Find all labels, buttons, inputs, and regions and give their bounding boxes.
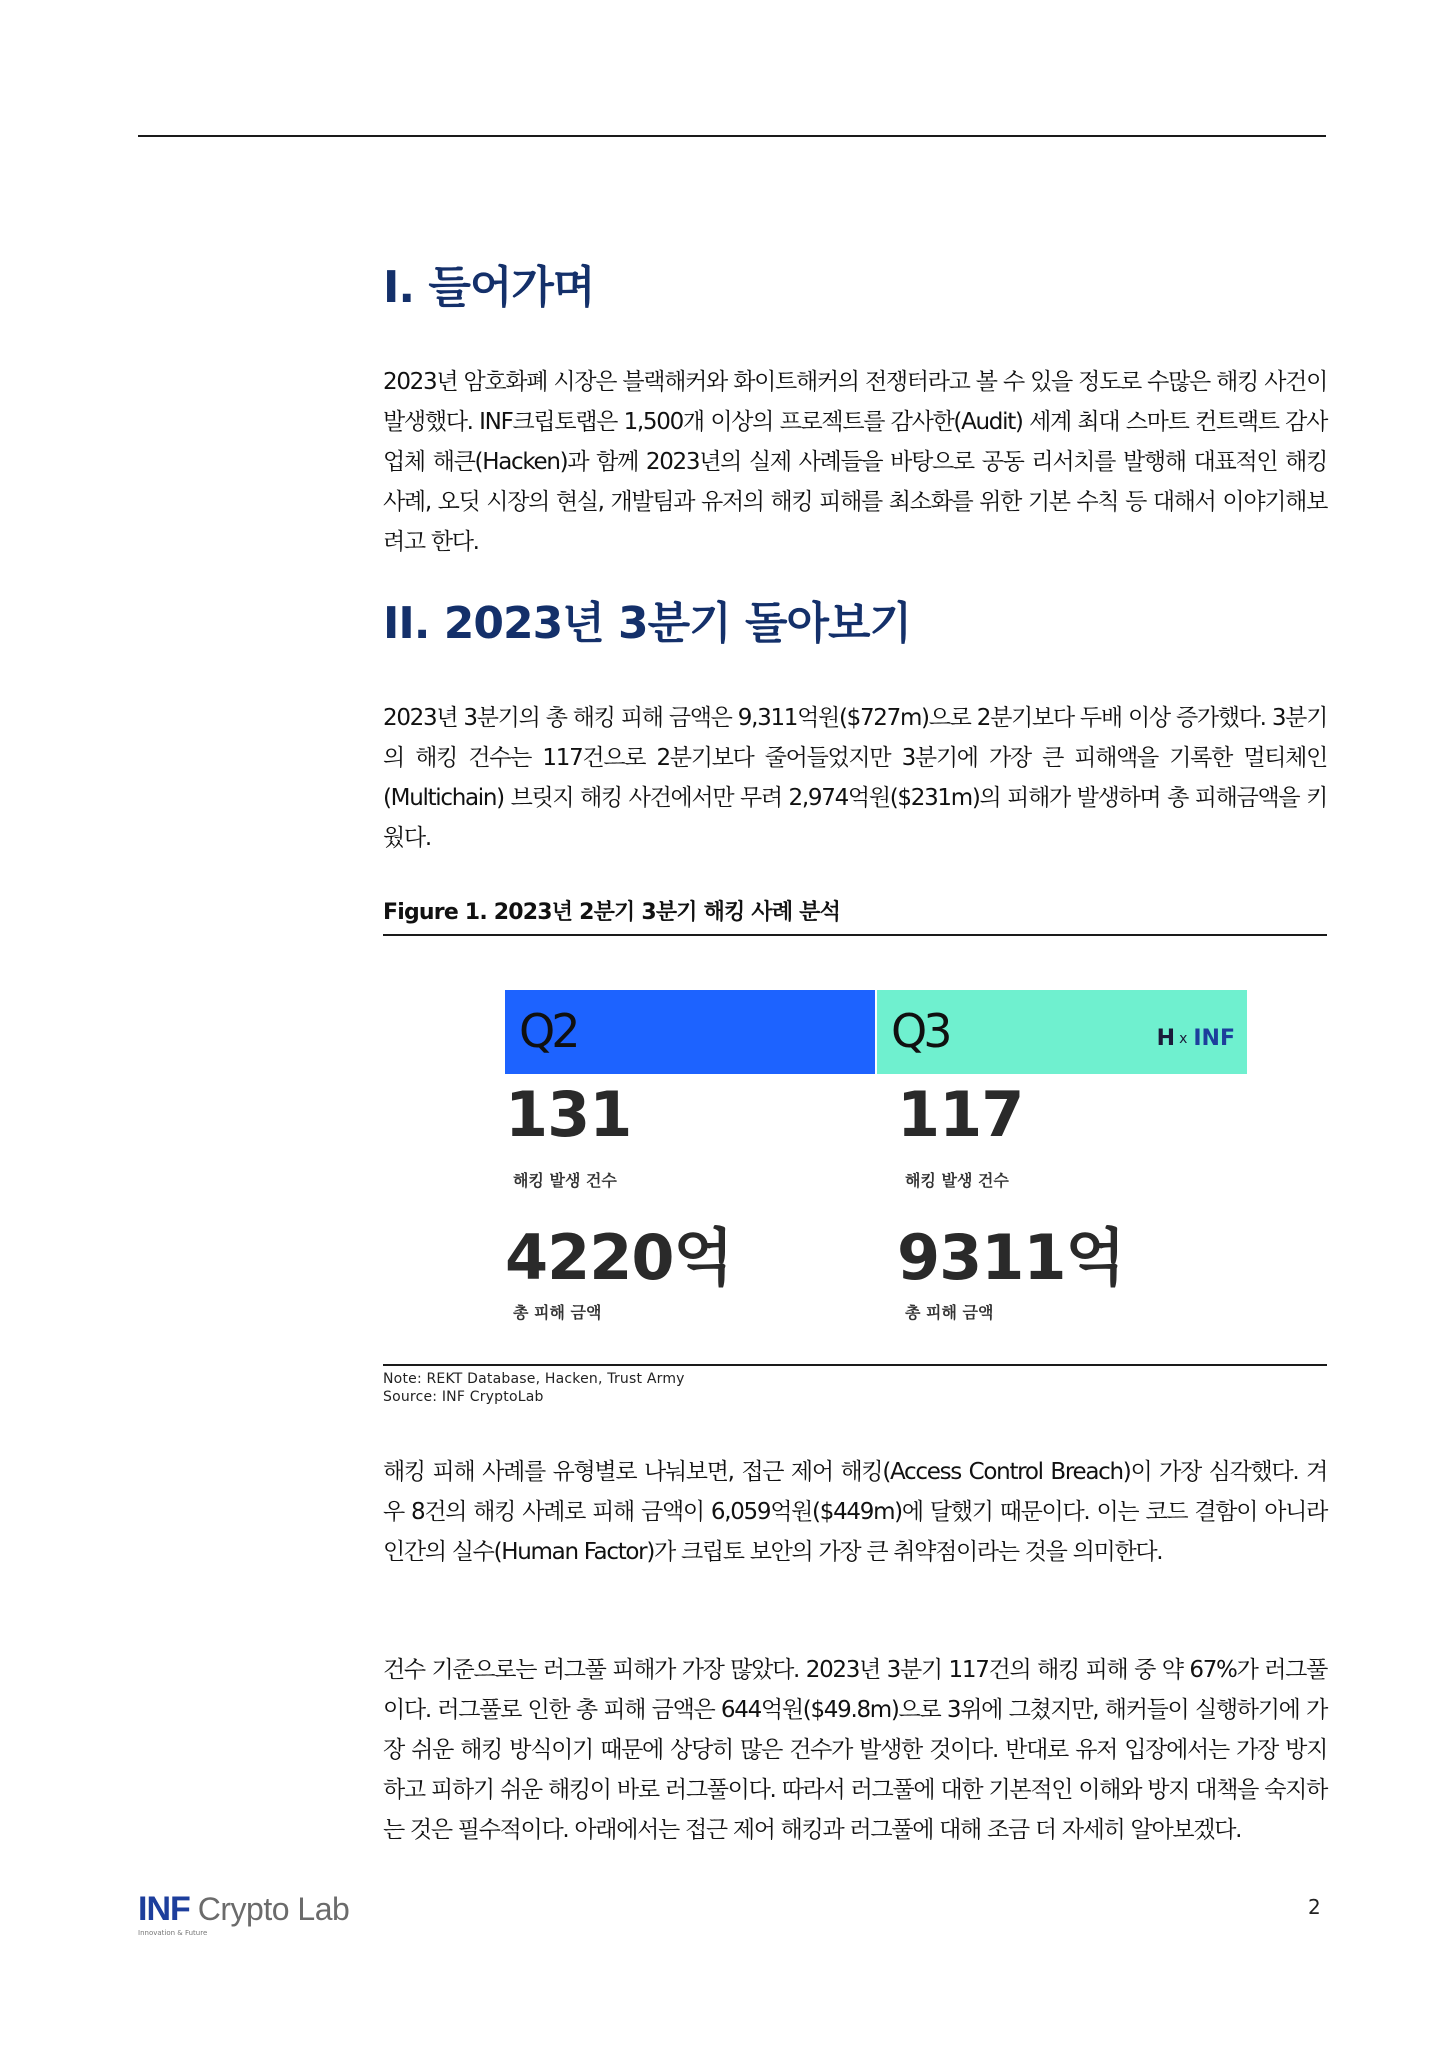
hacken-logo-mark: H <box>1156 1026 1174 1051</box>
page-number: 2 <box>1308 1895 1321 1919</box>
q2-label: Q2 <box>519 1004 577 1058</box>
section-heading-intro: I. 들어가며 <box>383 262 595 313</box>
header-rule <box>138 135 1326 137</box>
figure-notes <box>383 1364 1327 1406</box>
q2-amount: 4220억 <box>505 1221 733 1294</box>
footer-logo-inf: INF <box>138 1890 190 1928</box>
section-intro <box>383 260 1327 316</box>
footer-logo-name: Crypto Lab <box>197 1891 350 1927</box>
q2-count: 131 <box>505 1078 632 1151</box>
analysis-section <box>383 1452 1327 1572</box>
q3-amount-label: 총 피해 금액 <box>905 1303 994 1322</box>
logo-times: x <box>1179 1030 1188 1047</box>
access-control-paragraph: 해킹 피해 사례를 유형별로 나눠보면, 접근 제어 해킹(Access Control Breach)이 가장 심각했다. 겨우 8건의 해킹 사례로 피해 금액이 6,059억원($449m)에 달했기 때문이다. 이는 코드 결함이 아니라 인간의 실수(Human Factor)가 크립토 보안의 가장 큰 취약점이라는 것을 의미한다. <box>383 1459 1327 1565</box>
q3-count-label: 해킹 발생 건수 <box>905 1171 1009 1190</box>
figure-source: Source: INF CryptoLab <box>383 1389 544 1405</box>
q3-amount: 9311억 <box>897 1221 1125 1294</box>
section-heading-q3: II. 2023년 3분기 돌아보기 <box>383 598 912 649</box>
figure-caption-block <box>383 896 1327 936</box>
q2-header-band <box>505 990 875 1074</box>
footer-brand-logo <box>138 1890 349 1937</box>
q2-count-label: 해킹 발생 건수 <box>513 1171 617 1190</box>
footer-tagline: Innovation & Future <box>138 1929 208 1937</box>
q3-header-band <box>877 990 1247 1074</box>
hacking-comparison-figure <box>505 990 1247 1335</box>
section-q3-review <box>383 596 1327 652</box>
q3-count: 117 <box>897 1078 1024 1151</box>
q2-amount-label: 총 피해 금액 <box>513 1303 602 1322</box>
section-intro-body <box>383 362 1327 562</box>
figure-note: Note: REKT Database, Hacken, Trust Army <box>383 1371 685 1387</box>
rugpull-paragraph: 건수 기준으로는 러그풀 피해가 가장 많았다. 2023년 3분기 117건의 해킹 피해 중 약 67%가 러그풀이다. 러그풀로 인한 총 피해 금액은 644억원($49.8m)으로 3위에 그쳤지만, 해커들이 실행하기에 가장 쉬운 해킹 방식이기 때문에 상당히 많은 건수가 발생한 것이다. 반대로 유저 입장에서는 가장 방지하고 피하기 쉬운 해킹이 바로 러그풀이다. 따라서 러그풀에 대한 기본적인 이해와 방지 대책을 숙지하는 것은 필수적이다. 아래에서는 접근 제어 해킹과 러그풀에 대해 조금 더 자세히 알아보겠다. <box>383 1657 1327 1843</box>
rugpull-section <box>383 1650 1327 1850</box>
intro-paragraph: 2023년 암호화폐 시장은 블랙해커와 화이트해커의 전쟁터라고 볼 수 있을 정도로 수많은 해킹 사건이 발생했다. INF크립토랩은 1,500개 이상의 프로젝트를 감사한(Audit) 세계 최대 스마트 컨트랙트 감사 업체 해큰(Hacken)과 함께 2023년의 실제 사례들을 바탕으로 공동 리서치를 발행해 대표적인 해킹 사례, 오딧 시장의 현실, 개발팀과 유저의 해킹 피해를 최소화를 위한 기본 수칙 등 대해서 이야기해보려고 한다. <box>383 369 1327 555</box>
figure-bottom-rule <box>383 1364 1327 1366</box>
figure-top-rule <box>383 934 1327 936</box>
section-q3-body <box>383 698 1327 858</box>
q3-label: Q3 <box>891 1004 949 1058</box>
q3-paragraph: 2023년 3분기의 총 해킹 피해 금액은 9,311억원($727m)으로 2분기보다 두배 이상 증가했다. 3분기의 해킹 건수는 117건으로 2분기보다 줄어들었지만 3분기에 가장 큰 피해액을 기록한 멀티체인(Multichain) 브릿지 해킹 사건에서만 무려 2,974억원($231m)의 피해가 발생하며 총 피해금액을 키웠다. <box>383 705 1327 851</box>
figure-caption: Figure 1. 2023년 2분기 3분기 해킹 사례 분석 <box>383 900 841 925</box>
hacken-inf-logo <box>1157 1026 1235 1051</box>
inf-logo-text: INF <box>1193 1026 1235 1051</box>
